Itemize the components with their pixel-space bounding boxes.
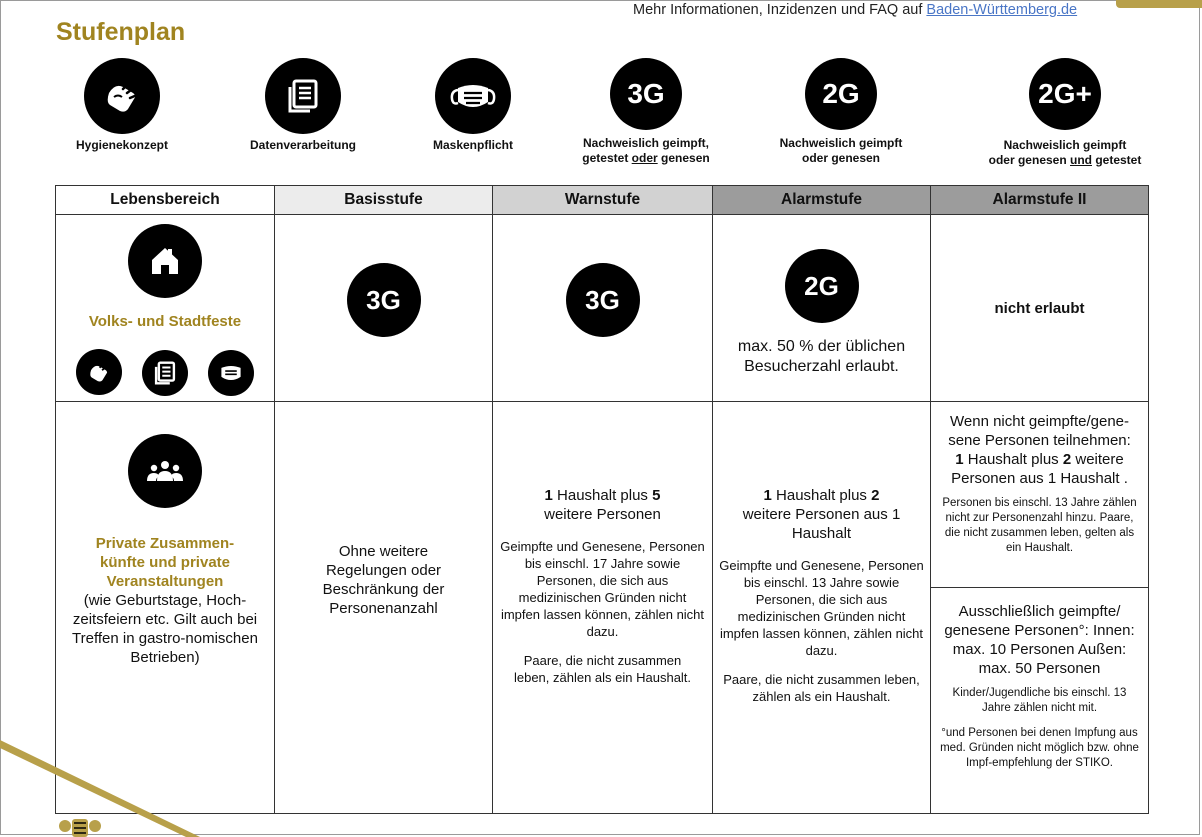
legend-3g-line2b: genesen bbox=[657, 151, 710, 165]
warn-household-count: 1 bbox=[544, 487, 553, 504]
legend-3g-or: oder bbox=[631, 151, 658, 165]
cell-alarm2-private bbox=[931, 402, 1149, 814]
cell-area-volksfeste bbox=[56, 215, 275, 402]
badge-3g: 3G bbox=[566, 263, 640, 337]
alarm-rule-mid: Haushalt plus bbox=[771, 487, 872, 504]
alarm2-vaccinated-block bbox=[931, 588, 1148, 771]
hands-icon bbox=[84, 58, 160, 134]
legend-3g-line2a: getestet bbox=[582, 151, 632, 165]
alarm2-household-count: 1 bbox=[955, 451, 964, 468]
alarm-note1-private: Geimpfte und Genesene, Personen bis einschl. 13 Jahre sowie Personen, die sich aus medizinischen Gründen nicht impfen lassen können, zählen nicht dazu. bbox=[719, 558, 924, 658]
mask-icon bbox=[435, 58, 511, 134]
legend-mask-label: Maskenpflicht bbox=[432, 138, 513, 152]
mask-icon bbox=[208, 350, 254, 396]
header-warnstufe: Warnstufe bbox=[493, 186, 713, 215]
cell-alarm2-volksfeste bbox=[931, 215, 1149, 402]
alarm-household-count: 1 bbox=[763, 487, 772, 504]
basis-text-private: Ohne weitere Regelungen oder Beschränkung der Personenanzahl bbox=[322, 543, 445, 617]
alarm2-unvaccinated-block bbox=[931, 402, 1148, 588]
legend-2gplus-line2a: oder genesen bbox=[988, 153, 1070, 167]
legend-2g bbox=[766, 58, 916, 166]
table-row-private bbox=[56, 402, 1149, 814]
legend-hygiene-label: Hygienekonzept bbox=[75, 138, 168, 152]
badge-3g: 3G bbox=[610, 58, 682, 130]
warn-extra-count: 5 bbox=[652, 487, 661, 504]
alarm2-footnote: °und Personen bei denen Impfung aus med. Gründen nicht möglich bzw. ohne Impf-empfehlung der STIKO. bbox=[940, 727, 1139, 769]
alarm2-note: Personen bis einschl. 13 Jahre zählen nicht zur Personenzahl hinzu. Paare, die nicht zusammen leben, gelten als ein Haushalt. bbox=[942, 497, 1137, 554]
alarm-note-volksfeste: max. 50 % der üblichen Besucherzahl erlaubt. bbox=[737, 338, 906, 375]
cell-alarm-private bbox=[713, 402, 931, 814]
alarm2-text-volksfeste: nicht erlaubt bbox=[994, 299, 1085, 317]
warn-rule-private bbox=[493, 486, 712, 524]
legend-2gplus bbox=[970, 58, 1160, 168]
document-icon bbox=[265, 58, 341, 134]
cell-alarm-volksfeste bbox=[713, 215, 931, 402]
cell-warn-volksfeste bbox=[493, 215, 713, 402]
area-title-volksfeste: Volks- und Stadtfeste bbox=[88, 313, 242, 330]
alarm-rule-private bbox=[723, 486, 920, 543]
header-alarmstufe: Alarmstufe bbox=[713, 186, 931, 215]
badge-2g: 2G bbox=[805, 58, 877, 130]
area-note-private: (wie Geburtstage, Hoch-zeitsfeiern etc. Gilt auch bei Treffen in gastro-nomischen Betrieben) bbox=[72, 592, 258, 666]
warn-rule-line2: weitere Personen bbox=[544, 506, 661, 523]
info-link[interactable]: Baden-Württemberg.de bbox=[926, 2, 1078, 18]
legend-2gplus-and: und bbox=[1070, 153, 1092, 167]
warn-rule-mid: Haushalt plus bbox=[552, 487, 653, 504]
legend-2g-line2: oder genesen bbox=[801, 151, 881, 165]
legend-2gplus-line2b: getestet bbox=[1092, 153, 1142, 167]
legend-mask bbox=[423, 58, 523, 153]
legend-hygiene bbox=[74, 58, 170, 153]
badge-3g: 3G bbox=[347, 263, 421, 337]
legend-2g-line1: Nachweislich geimpft bbox=[779, 136, 903, 150]
page-corner-tab bbox=[1116, 0, 1202, 8]
cell-basis-volksfeste bbox=[275, 215, 493, 402]
alarm2-intro: Wenn nicht geimpfte/gene-sene Personen teilnehmen: bbox=[948, 413, 1131, 449]
cell-basis-private bbox=[275, 402, 493, 814]
table-row-volksfeste bbox=[56, 215, 1149, 402]
legend-3g bbox=[570, 58, 722, 166]
info-text: Mehr Informationen, Inzidenzen und FAQ auf bbox=[633, 2, 923, 18]
badge-2gplus: 2G+ bbox=[1029, 58, 1101, 130]
document-icon bbox=[142, 350, 188, 396]
info-line bbox=[633, 2, 1077, 18]
page-title: Stufenplan bbox=[56, 18, 186, 46]
alarm2-rule bbox=[939, 450, 1140, 488]
header-basisstufe: Basisstufe bbox=[275, 186, 493, 215]
legend-data-label: Datenverarbeitung bbox=[249, 138, 357, 152]
badge-2g: 2G bbox=[785, 249, 859, 323]
header-alarmstufe-2: Alarmstufe II bbox=[931, 186, 1149, 215]
legend-2gplus-line1: Nachweislich geimpft bbox=[1003, 138, 1127, 152]
alarm-note2-private: Paare, die nicht zusammen leben, zählen als ein Haushalt. bbox=[723, 672, 920, 704]
warn-note1-private: Geimpfte und Genesene, Personen bis einschl. 17 Jahre sowie Personen, die sich aus medizinischen Gründen nicht impfen lassen können, zählen nicht dazu. bbox=[500, 539, 705, 639]
stufenplan-table bbox=[55, 185, 1149, 814]
alarm2-vaccinated-rule: Ausschließlich geimpfte/ genesene Personen°: Innen: max. 10 Personen Außen: max. 50 Personen bbox=[944, 603, 1135, 677]
warn-note2-private: Paare, die nicht zusammen leben, zählen als ein Haushalt. bbox=[513, 653, 692, 685]
state-crest-icon bbox=[58, 815, 102, 837]
alarm2-extra-count: 2 bbox=[1062, 451, 1072, 468]
hands-icon bbox=[76, 349, 122, 395]
legend-3g-line1: Nachweislich geimpft, bbox=[582, 136, 710, 150]
table-header-row bbox=[56, 186, 1149, 215]
legend-data bbox=[240, 58, 366, 153]
alarm2-rule-end: weitere Personen aus 1 Haushalt . bbox=[951, 451, 1128, 487]
alarm-rule-line2: weitere Personen aus 1 Haushalt bbox=[742, 506, 901, 542]
area-title-private: Private Zusammen-künfte und private Veranstaltungen bbox=[95, 535, 235, 590]
alarm-extra-count: 2 bbox=[871, 487, 880, 504]
header-lebensbereich: Lebensbereich bbox=[56, 186, 275, 215]
house-icon bbox=[128, 224, 202, 298]
group-icon bbox=[128, 434, 202, 508]
alarm2-rule-mid: Haushalt plus bbox=[963, 451, 1063, 468]
cell-warn-private bbox=[493, 402, 713, 814]
alarm2-children-note: Kinder/Jugendliche bis einschl. 13 Jahre zählen nicht mit. bbox=[952, 687, 1127, 714]
